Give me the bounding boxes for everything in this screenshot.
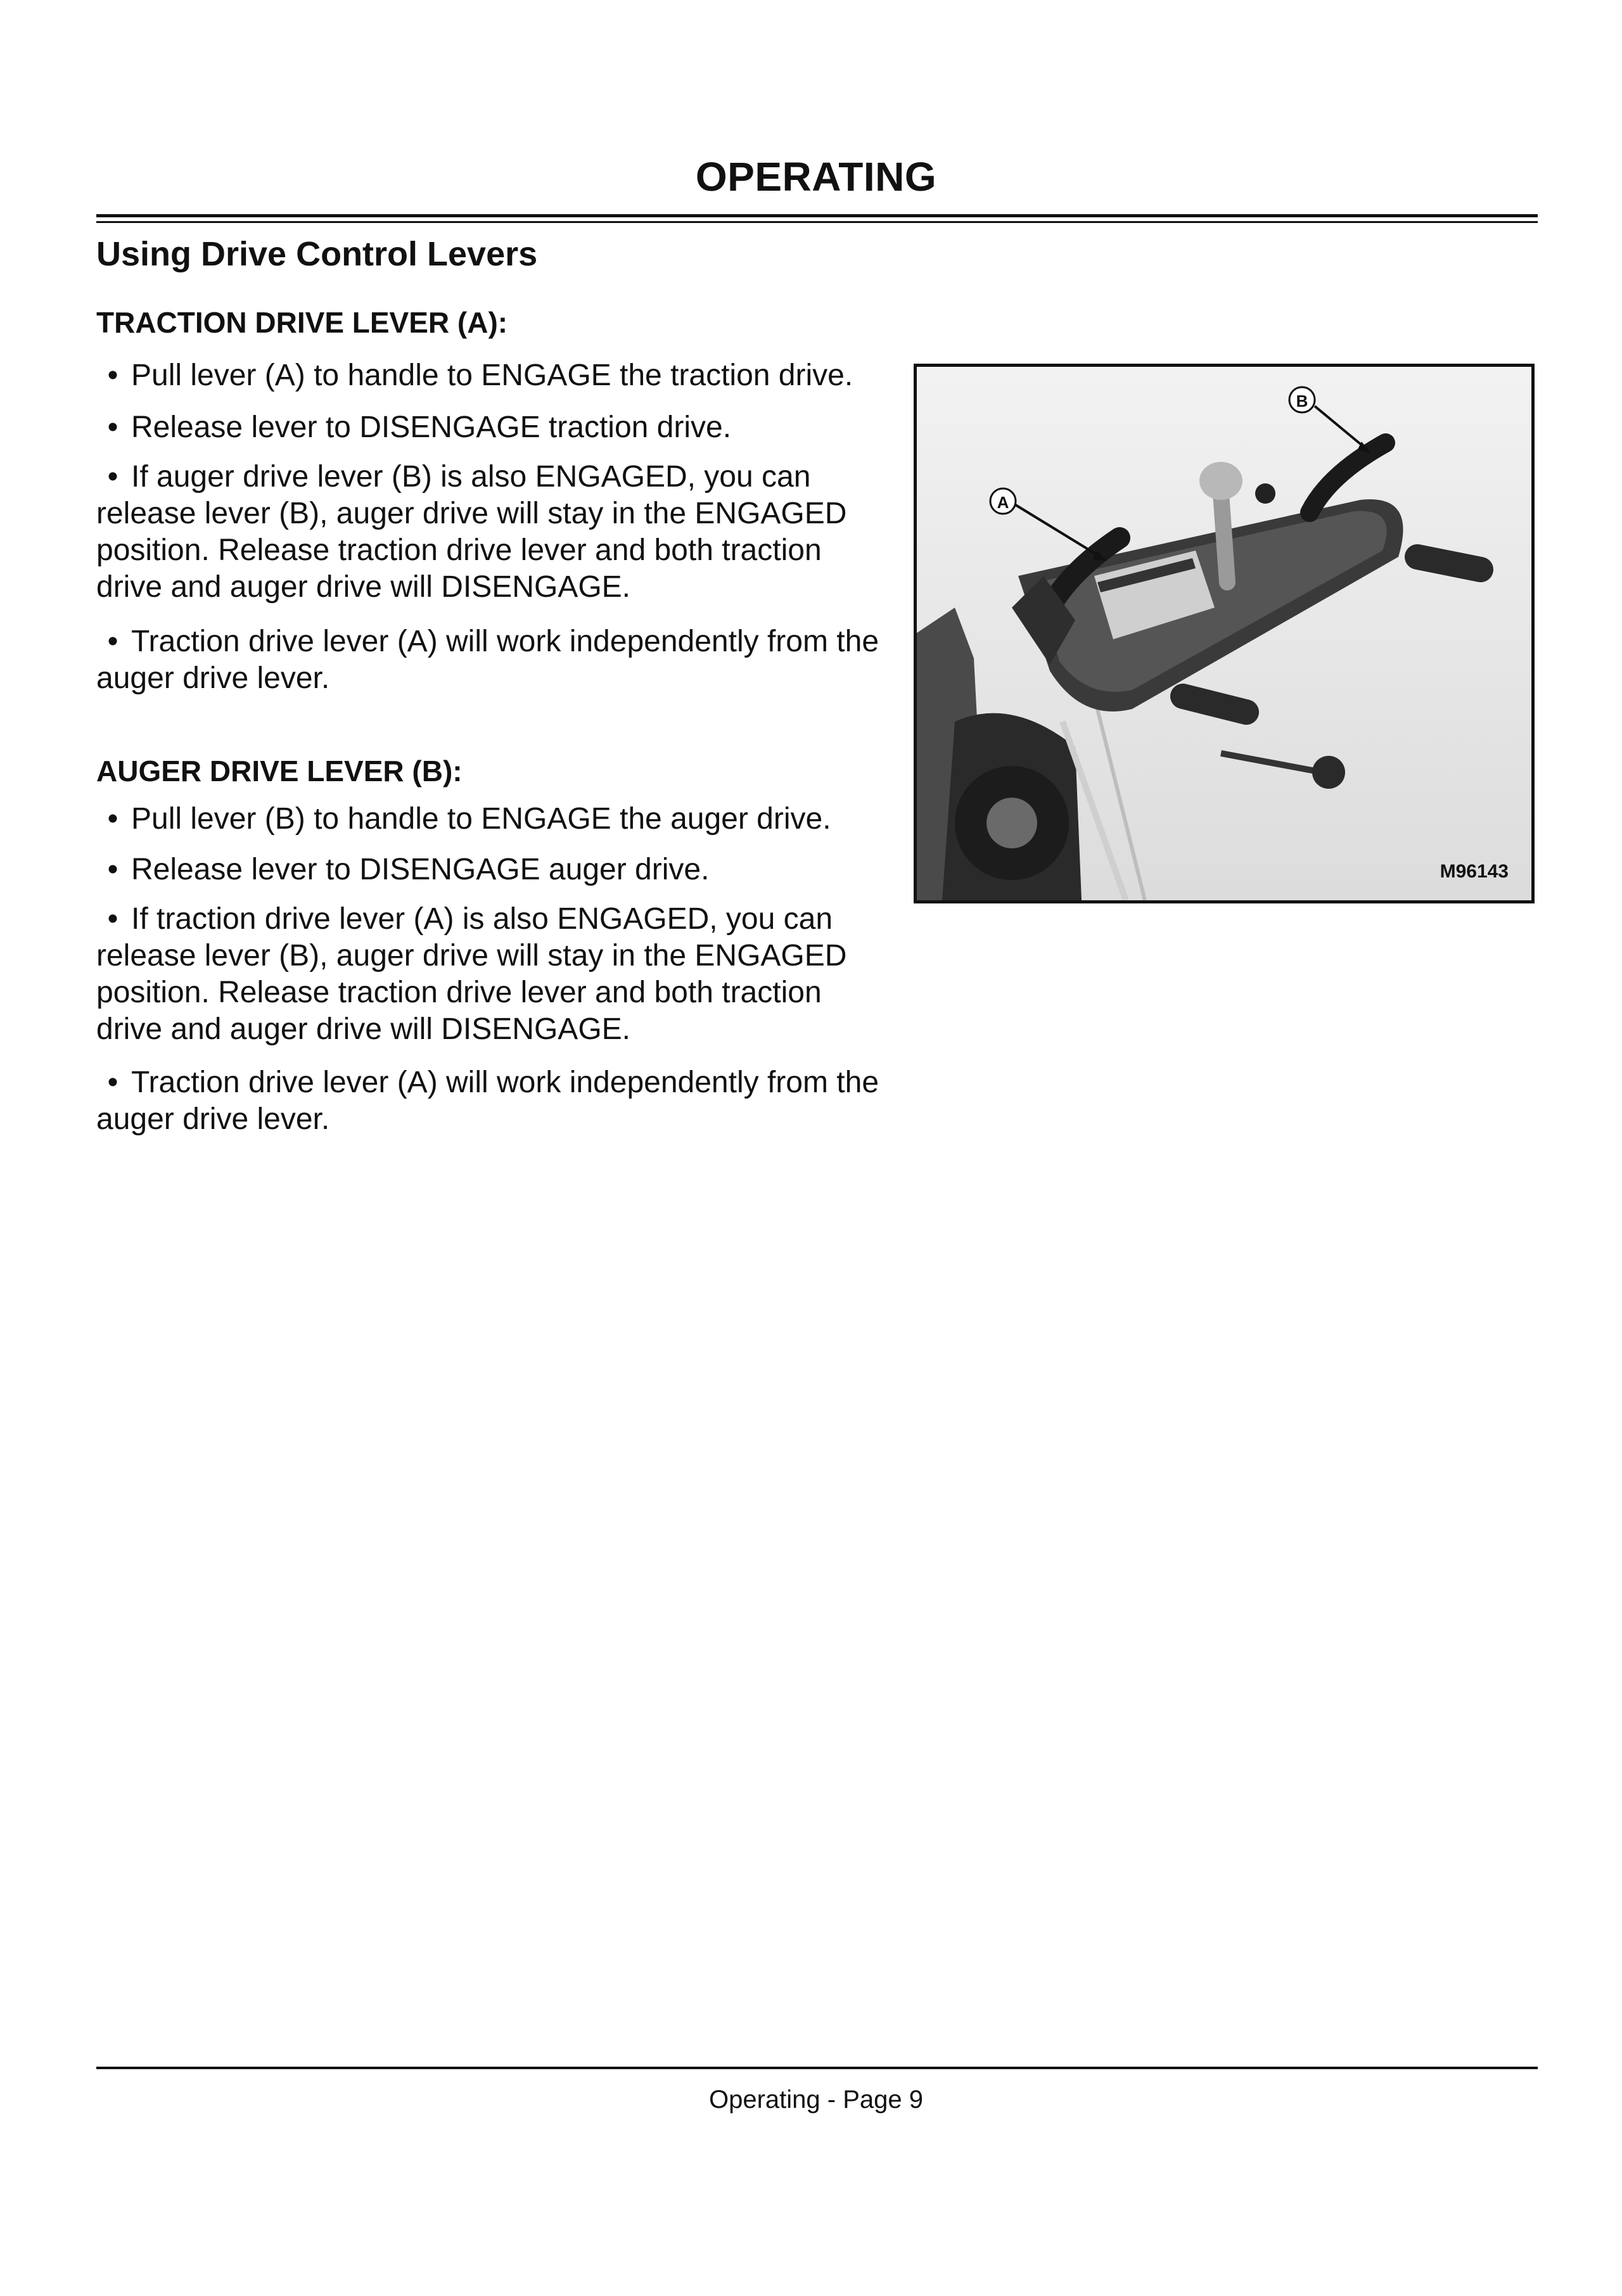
footer-rule (96, 2067, 1538, 2069)
auger-bullet-4 (96, 1064, 895, 1138)
bullet-glyph: • (107, 359, 118, 392)
snowblower-illustration (917, 367, 1531, 900)
auger-bullet-1 (96, 801, 895, 838)
bullet-text: Traction drive lever (A) will work independently from the auger drive lever. (96, 625, 879, 695)
header-rule-thin (96, 221, 1538, 223)
bullet-glyph: • (107, 460, 118, 494)
bullet-glyph: • (107, 1066, 118, 1099)
bullet-text: Traction drive lever (A) will work independently from the auger drive lever. (96, 1066, 879, 1136)
bullet-text: Release lever to DISENGAGE traction drive. (131, 411, 732, 444)
bullet-text: Pull lever (B) to handle to ENGAGE the auger drive. (131, 802, 831, 836)
traction-bullet-2 (96, 409, 895, 446)
auger-bullet-3 (96, 901, 895, 1048)
auger-heading: AUGER DRIVE LEVER (B): (96, 755, 463, 788)
bullet-text: Release lever to DISENGAGE auger drive. (131, 853, 710, 886)
traction-bullet-1 (96, 357, 895, 394)
traction-heading: TRACTION DRIVE LEVER (A): (96, 306, 508, 339)
bullet-text: Pull lever (A) to handle to ENGAGE the traction drive. (131, 359, 853, 392)
bullet-glyph: • (107, 411, 118, 444)
bullet-glyph: • (107, 853, 118, 886)
bullet-glyph: • (107, 802, 118, 836)
figure-id: M96143 (1440, 861, 1509, 882)
bullet-glyph: • (107, 625, 118, 658)
callout-a-label: A (997, 493, 1009, 512)
traction-bullet-4 (96, 623, 895, 697)
traction-bullet-3 (96, 459, 895, 606)
bullet-text: If auger drive lever (B) is also ENGAGED, you can release lever (B), auger drive will stay in the ENGAGED position. Release traction drive lever and both traction drive and auger drive will DISENGAGE. (96, 460, 847, 604)
header-rule (96, 214, 1538, 217)
snowblower-control-figure (914, 364, 1535, 903)
page-heading: Using Drive Control Levers (96, 235, 538, 273)
page-footer: Operating - Page 9 (709, 2086, 923, 2114)
bullet-text: If traction drive lever (A) is also ENGAGED, you can release lever (B), auger drive will stay in the ENGAGED position. Release traction drive lever and both traction drive and auger drive will DISENGAGE. (96, 902, 847, 1046)
bullet-glyph: • (107, 902, 118, 936)
section-title: OPERATING (695, 154, 937, 200)
auger-bullet-2 (96, 851, 895, 888)
callout-b-label: B (1296, 392, 1308, 411)
